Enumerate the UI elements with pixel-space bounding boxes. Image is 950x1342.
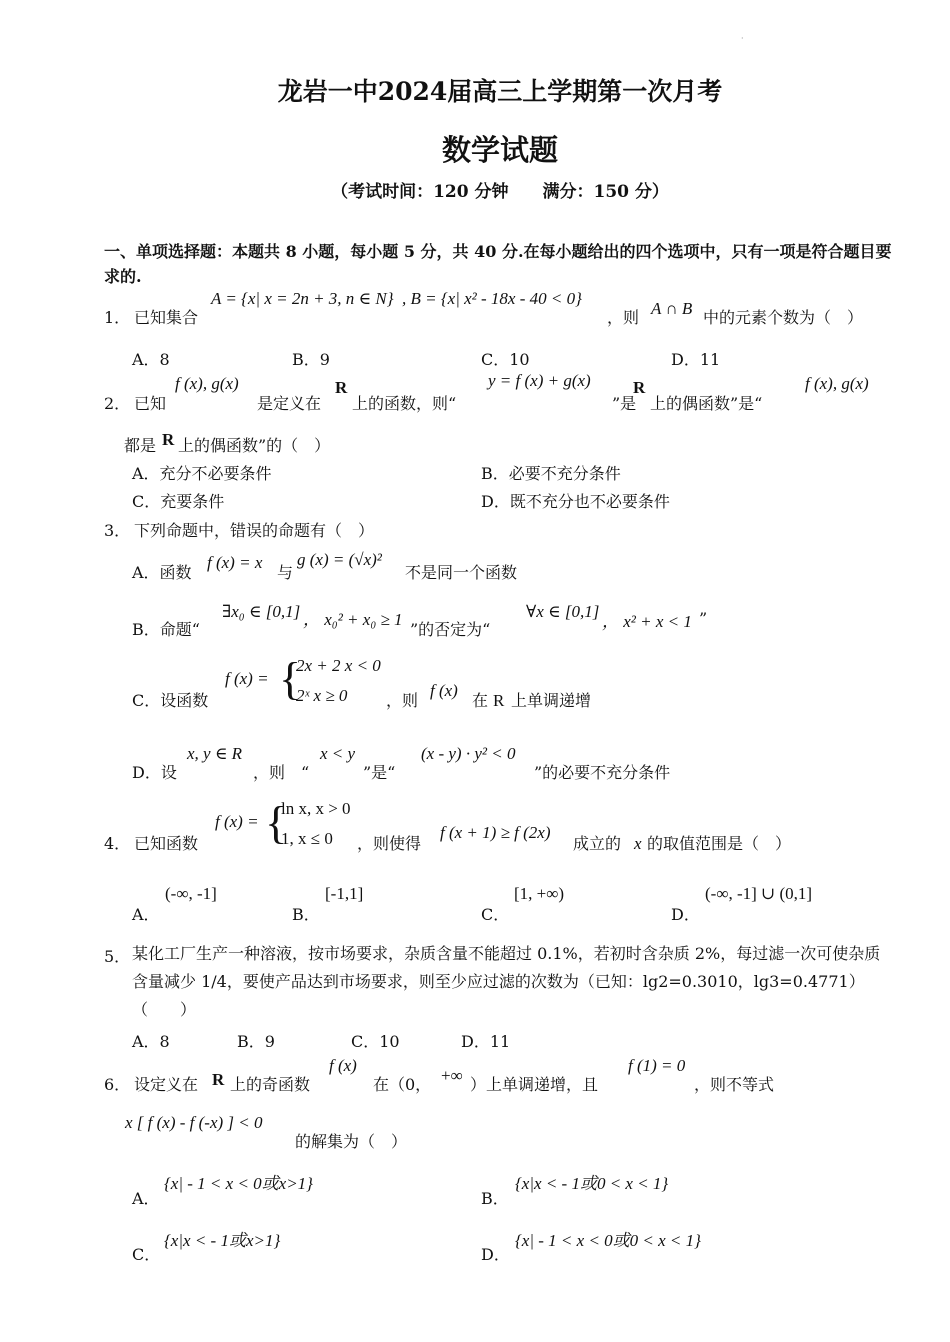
q1-set-a: A = {x| x = 2n + 3, n ∈ N} [211, 289, 394, 308]
q4-brace: { [265, 797, 288, 848]
q5-number: 5． [104, 947, 131, 966]
q6-ineq: x [ f (x) - f (-x) ] < 0 [125, 1113, 263, 1132]
q6-answer-b: {x|x < - 1或0 < x < 1} [515, 1174, 669, 1193]
q6-R: R [212, 1070, 225, 1089]
q2-line2: 都是 [124, 436, 157, 455]
q6-text-5: ，则不等式 [694, 1075, 775, 1094]
q6-label-b: B． [481, 1189, 509, 1208]
q3-d-label: D．设 [132, 763, 177, 782]
q4-answer-b: [-1,1] [325, 884, 364, 903]
q5-option-d: D．11 [461, 1032, 511, 1051]
q3-a-f: f (x) = x [207, 553, 263, 572]
q4-answer-d: (-∞, -1] ∪ (0,1] [705, 884, 813, 903]
q3-c-case2: 2ˣ x ≥ 0 [296, 686, 348, 705]
q4-answer-c: [1, +∞) [514, 884, 565, 903]
q6-text-4: ）上单调递增，且 [470, 1075, 599, 1094]
q2-text-1: 已知 [134, 394, 167, 413]
page-title: 龙岩一中2024届高三上学期第一次月考 [277, 77, 723, 106]
q3-b-label: B．命题“ [132, 620, 200, 639]
q4-text-3: 成立的 [573, 834, 622, 853]
q3-b-nq: ， x² + x < 1 [602, 612, 692, 631]
q3-b-p: ∃x₀ ∈ [0,1] [222, 602, 301, 621]
q3-d-p: x < y [320, 744, 356, 763]
page-subtitle: 数学试题 [441, 133, 558, 167]
q4-x: x [634, 834, 642, 853]
q3-b-np: ∀x ∈ [0,1] [526, 602, 600, 621]
q2-option-b: B．必要不充分条件 [481, 464, 621, 483]
q3-d-t1: ，则 “ [253, 763, 310, 782]
q6-text-1: 设定义在 [134, 1075, 199, 1094]
q3-c-f2: f (x) [430, 681, 458, 700]
q3-b-q: ， x₀² + x₀ ≥ 1 [303, 610, 403, 629]
q6-number: 6． [104, 1075, 131, 1094]
scan-mark: · [741, 34, 744, 43]
q1-number: 1． [104, 308, 131, 327]
q6-f: f (x) [329, 1056, 357, 1075]
q3-c-in: 在 [472, 691, 489, 710]
q4-number: 4． [104, 834, 131, 853]
q6-inf: +∞ [441, 1066, 463, 1085]
q2-text-2: 是定义在 [257, 394, 322, 413]
q4-answer-a: (-∞, -1] [165, 884, 217, 903]
q3-b-mid: ”的否定为“ [410, 620, 491, 639]
q2-fg: f (x), g(x) [175, 374, 239, 393]
q3-d-end: ”的必要不充分条件 [534, 763, 671, 782]
q6-label-d: D． [481, 1245, 510, 1264]
q5-option-a: A．8 [132, 1032, 170, 1051]
q4-label-d: D． [671, 905, 700, 924]
q3-c-brace: { [279, 653, 302, 704]
q6-text-2: 上的奇函数 [230, 1075, 311, 1094]
q5-text: 某化工厂生产一种溶液，按市场要求，杂质含量不能超过 0.1%，若初时含杂质 2%，每过滤一次可使杂质含量减少 1/4，要使产品达到市场要求，则至少应过滤的次数为（已知：lg2=0.3010，lg3=0.4771）（ ） [132, 944, 881, 1019]
q6-answer-d: {x| - 1 < x < 0或0 < x < 1} [515, 1231, 701, 1250]
q3-text: 下列命题中，错误的命题有（ ） [134, 521, 375, 540]
q3-c-end: 上单调递增 [511, 691, 592, 710]
q1-option-c: C．10 [481, 350, 530, 369]
q4-case2: 1, x ≤ 0 [281, 829, 333, 848]
q2-option-a: A．充分不必要条件 [132, 464, 272, 483]
q3-a-mid: 与 [277, 563, 294, 582]
q3-c-f: f (x) = [225, 669, 269, 688]
q4-text-2: ，则使得 [357, 834, 422, 853]
q3-d-q: (x - y) · y² < 0 [421, 744, 516, 763]
q3-c-R: R [493, 691, 505, 710]
q1-option-d: D．11 [671, 350, 721, 369]
q5-option-c: C．10 [351, 1032, 400, 1051]
q1-text-c: 中的元素个数为（ ） [703, 308, 864, 327]
q4-case1: ln x, x > 0 [281, 799, 351, 818]
q6-text-3: 在（0， [373, 1075, 432, 1094]
q6-answer-c: {x|x < - 1或x>1} [164, 1231, 281, 1250]
q4-label-c: C． [481, 905, 510, 924]
q4-f: f (x) = [215, 812, 259, 831]
q1-text-a: 已知集合 [134, 308, 199, 327]
q1-option-b: B．9 [292, 350, 330, 369]
q3-number: 3． [104, 521, 131, 540]
q3-c-mid: ，则 [386, 691, 419, 710]
q1-set-b: , B = {x| x² - 18x - 40 < 0} [402, 289, 582, 308]
q2-text-5: 上的偶函数”是“ [650, 394, 763, 413]
q2-number: 2． [104, 394, 131, 413]
exam-info: （考试时间：120 分钟 满分：150 分） [331, 182, 669, 202]
q2-y: y = f (x) + g(x) [488, 371, 591, 390]
q3-a-label: A．函数 [132, 563, 192, 582]
q4-text-1: 已知函数 [134, 834, 199, 853]
q3-a-g: g (x) = (√x)² [297, 550, 382, 569]
q3-b-end: ” [699, 609, 708, 628]
q4-text-4: 的取值范围是（ ） [647, 834, 792, 853]
q3-a-end: 不是同一个函数 [405, 563, 518, 582]
q5-option-b: B．9 [237, 1032, 275, 1051]
q3-d-xy: x, y ∈ R [187, 744, 243, 763]
q2-R: R [335, 378, 348, 397]
q4-label-b: B． [292, 905, 320, 924]
q2-fg-2: f (x), g(x) [805, 374, 869, 393]
q6-answer-a: {x| - 1 < x < 0或x>1} [164, 1174, 313, 1193]
section-heading: 一、单项选择题：本题共 8 小题，每小题 5 分，共 40 分.在每小题给出的四个选项中，只有一项是符合题目要求的. [104, 242, 892, 286]
q2-R-2: R [633, 378, 646, 397]
q1-intersection: A ∩ B [651, 299, 693, 318]
q3-c-case1: 2x + 2 x < 0 [296, 656, 381, 675]
q6-f1: f (1) = 0 [628, 1056, 686, 1075]
q6-label-c: C． [132, 1245, 161, 1264]
q6-text-6: 的解集为（ ） [295, 1132, 408, 1151]
q3-d-t2: ”是“ [363, 763, 396, 782]
q2-R-3: R [162, 430, 175, 449]
q4-ineq: f (x + 1) ≥ f (2x) [440, 823, 551, 842]
q2-text-3: 上的函数，则“ [352, 394, 457, 413]
q1-text-b: ，则 [607, 308, 640, 327]
q2-text-4: ”是 [612, 394, 637, 413]
q6-label-a: A． [132, 1189, 160, 1208]
q2-option-c: C．充要条件 [132, 492, 225, 511]
q3-c-label: C．设函数 [132, 691, 209, 710]
q4-label-a: A． [132, 905, 160, 924]
q2-line2b: 上的偶函数”的（ ） [178, 436, 331, 455]
q1-option-a: A．8 [132, 350, 170, 369]
q2-option-d: D．既不充分也不必要条件 [481, 492, 670, 511]
